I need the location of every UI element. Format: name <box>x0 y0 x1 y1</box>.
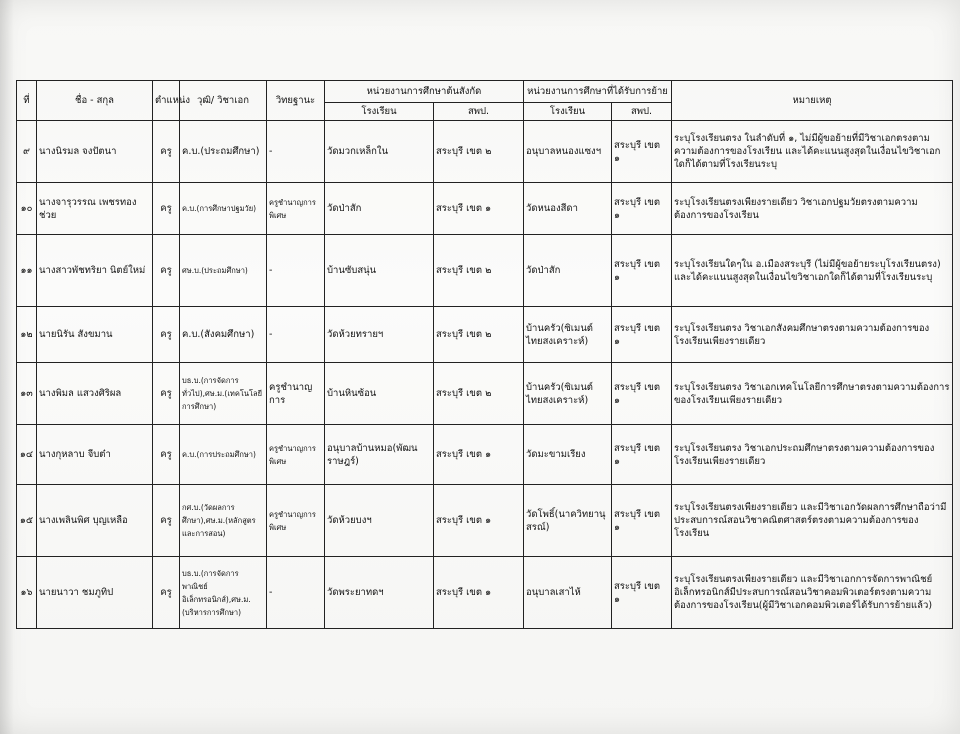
dest-area: สระบุรี เขต ๑ <box>612 557 672 629</box>
header-no: ที่ <box>17 81 37 121</box>
origin-area: สระบุรี เขต ๒ <box>434 363 524 425</box>
teacher-position: ครู <box>153 363 180 425</box>
origin-area: สระบุรี เขต ๒ <box>434 121 524 183</box>
teacher-position: ครู <box>153 235 180 307</box>
teacher-degree: บธ.บ.(การจัดการพาณิชย์อิเล็กทรอนิกส์),ศษ.ม.(บริหารการศึกษา) <box>180 557 267 629</box>
origin-area: สระบุรี เขต ๒ <box>434 307 524 363</box>
teacher-rank: - <box>267 121 325 183</box>
header-dest-school: โรงเรียน <box>524 103 612 121</box>
dest-school: อนุบาลเสาไห้ <box>524 557 612 629</box>
header-origin-school: โรงเรียน <box>325 103 434 121</box>
teacher-name: นางสาวพัชทริยา นิตย์ใหม่ <box>37 235 153 307</box>
teacher-degree: ค.บ.(ประถมศึกษา) <box>180 121 267 183</box>
header-dest-area: สพป. <box>612 103 672 121</box>
header-degree: วุฒิ/ วิชาเอก <box>180 81 267 121</box>
remark: ระบุโรงเรียนตรง วิชาเอกเทคโนโลยีการศึกษาตรงตามความต้องการของโรงเรียนเพียงรายเดียว <box>672 363 953 425</box>
teacher-rank: - <box>267 557 325 629</box>
dest-school: บ้านครัว(ซิเมนต์ไทยสงเคราะห์) <box>524 307 612 363</box>
teacher-name: นางพิมล แสวงศิริผล <box>37 363 153 425</box>
transfer-table <box>16 80 953 629</box>
origin-school: บ้านหินซ้อน <box>325 363 434 425</box>
dest-area: สระบุรี เขต ๑ <box>612 307 672 363</box>
row-number: ๑๔ <box>17 425 37 485</box>
origin-area: สระบุรี เขต ๑ <box>434 183 524 235</box>
header-position: ตำแหน่ง <box>153 81 180 121</box>
table-row <box>17 183 953 235</box>
origin-school: วัดห้วยบงฯ <box>325 485 434 557</box>
table-row <box>17 363 953 425</box>
row-number: ๑๑ <box>17 235 37 307</box>
teacher-name: นางจารุวรรณ เพชรทองช่วย <box>37 183 153 235</box>
dest-school: วัดมะขามเรียง <box>524 425 612 485</box>
teacher-degree: ค.บ.(การประถมศึกษา) <box>180 425 267 485</box>
remark: ระบุโรงเรียนตรง ในลำดับที่ ๑, ไม่มีผู้ขอย้ายที่มีวิชาเอกตรงตามความต้องการของโรงเรียน และได้คะแนนสูงสุดในเงื่อนไขวิชาเอกใดก็ได้ตามที่โรงเรียนระบุ <box>672 121 953 183</box>
row-number: ๑๕ <box>17 485 37 557</box>
dest-school: อนุบาลหนองแซงฯ <box>524 121 612 183</box>
origin-school: วัดห้วยทรายฯ <box>325 307 434 363</box>
teacher-name: นางเพลินพิศ บุญเหลือ <box>37 485 153 557</box>
teacher-position: ครู <box>153 557 180 629</box>
teacher-name: นางนิรมล จงปัตนา <box>37 121 153 183</box>
teacher-rank: - <box>267 235 325 307</box>
teacher-name: นายนิรัน สังขมาน <box>37 307 153 363</box>
row-number: ๑๓ <box>17 363 37 425</box>
dest-area: สระบุรี เขต ๑ <box>612 485 672 557</box>
row-number: ๑๖ <box>17 557 37 629</box>
dest-school: บ้านครัว(ซิเมนต์ไทยสงเคราะห์) <box>524 363 612 425</box>
origin-school: วัดมวกเหล็กใน <box>325 121 434 183</box>
table-row <box>17 307 953 363</box>
header-rank: วิทยฐานะ <box>267 81 325 121</box>
origin-school: บ้านซับสนุ่น <box>325 235 434 307</box>
table-row <box>17 557 953 629</box>
header-origin-group: หน่วยงานการศึกษาต้นสังกัด <box>325 81 524 103</box>
teacher-rank: ครูชำนาญการพิเศษ <box>267 425 325 485</box>
teacher-position: ครู <box>153 425 180 485</box>
table-body <box>17 121 953 629</box>
remark: ระบุโรงเรียนตรงเพียงรายเดียว และมีวิชาเอกวัดผลการศึกษาถือว่ามีประสบการณ์สอนวิชาคณิตศาสตร์ตรงตามความต้องการของโรงเรียน <box>672 485 953 557</box>
row-number: ๑๐ <box>17 183 37 235</box>
teacher-degree: ค.บ.(สังคมศึกษา) <box>180 307 267 363</box>
origin-area: สระบุรี เขต ๑ <box>434 485 524 557</box>
dest-area: สระบุรี เขต ๑ <box>612 121 672 183</box>
origin-school: วัดป่าสัก <box>325 183 434 235</box>
teacher-rank: ครูชำนาญการพิเศษ <box>267 485 325 557</box>
teacher-rank: ครูชำนาญการพิเศษ <box>267 183 325 235</box>
teacher-position: ครู <box>153 485 180 557</box>
teacher-degree: ค.บ.(การศึกษาปฐมวัย) <box>180 183 267 235</box>
teacher-name: นายนาวา ชมภูทิป <box>37 557 153 629</box>
teacher-degree: กศ.บ.(วัดผลการศึกษา),ศษ.ม.(หลักสูตรและการสอน) <box>180 485 267 557</box>
remark: ระบุโรงเรียนตรงเพียงรายเดียว และมีวิชาเอกการจัดการพาณิชย์อิเล็กทรอนิกส์มีประสบการณ์สอนวิชาคอมพิวเตอร์ตรงตามความต้องการของโรงเรียน(ผู้มีวิชาเอกคอมพิวเตอร์ได้รับการย้ายแล้ว) <box>672 557 953 629</box>
dest-area: สระบุรี เขต ๑ <box>612 235 672 307</box>
header-origin-area: สพป. <box>434 103 524 121</box>
page-shadow <box>0 0 14 734</box>
dest-school: วัดโพธิ์(นาควิทยานุสรณ์) <box>524 485 612 557</box>
table-row <box>17 425 953 485</box>
dest-school: วัดหนองสีดา <box>524 183 612 235</box>
remark: ระบุโรงเรียนตรงเพียงรายเดียว วิชาเอกปฐมวัยตรงตามความต้องการของโรงเรียน <box>672 183 953 235</box>
dest-school: วัดป่าสัก <box>524 235 612 307</box>
teacher-degree: ศษ.บ.(ประถมศึกษา) <box>180 235 267 307</box>
teacher-position: ครู <box>153 307 180 363</box>
origin-school: อนุบาลบ้านหมอ(พัฒนราษฎร์) <box>325 425 434 485</box>
header-dest-group: หน่วยงานการศึกษาที่ได้รับการย้าย <box>524 81 672 103</box>
table-row <box>17 485 953 557</box>
header-remark: หมายเหตุ <box>672 81 953 121</box>
remark: ระบุโรงเรียนตรง วิชาเอกประถมศึกษาตรงตามความต้องการของโรงเรียนเพียงรายเดียว <box>672 425 953 485</box>
row-number: ๑๒ <box>17 307 37 363</box>
teacher-rank: ครูชำนาญการ <box>267 363 325 425</box>
row-number: ๙ <box>17 121 37 183</box>
dest-area: สระบุรี เขต ๑ <box>612 183 672 235</box>
header-name: ชื่อ - สกุล <box>37 81 153 121</box>
origin-area: สระบุรี เขต ๑ <box>434 557 524 629</box>
origin-area: สระบุรี เขต ๑ <box>434 425 524 485</box>
teacher-name: นางกุหลาบ จีบต๋า <box>37 425 153 485</box>
dest-area: สระบุรี เขต ๑ <box>612 425 672 485</box>
remark: ระบุโรงเรียนใดๆใน อ.เมืองสระบุรี (ไม่มีผู้ขอย้ายระบุโรงเรียนตรง) และได้คะแนนสูงสุดในเงื่อนไขวิชาเอกใดก็ได้ตามที่โรงเรียนระบุ <box>672 235 953 307</box>
remark: ระบุโรงเรียนตรง วิชาเอกสังคมศึกษาตรงตามความต้องการของโรงเรียนเพียงรายเดียว <box>672 307 953 363</box>
teacher-position: ครู <box>153 183 180 235</box>
table-row <box>17 121 953 183</box>
teacher-rank: - <box>267 307 325 363</box>
teacher-degree: บธ.บ.(การจัดการทั่วไป),ศษ.ม.(เทคโนโลยีการศึกษา) <box>180 363 267 425</box>
dest-area: สระบุรี เขต ๑ <box>612 363 672 425</box>
table-row <box>17 235 953 307</box>
origin-area: สระบุรี เขต ๒ <box>434 235 524 307</box>
origin-school: วัดพระยาทดฯ <box>325 557 434 629</box>
teacher-position: ครู <box>153 121 180 183</box>
